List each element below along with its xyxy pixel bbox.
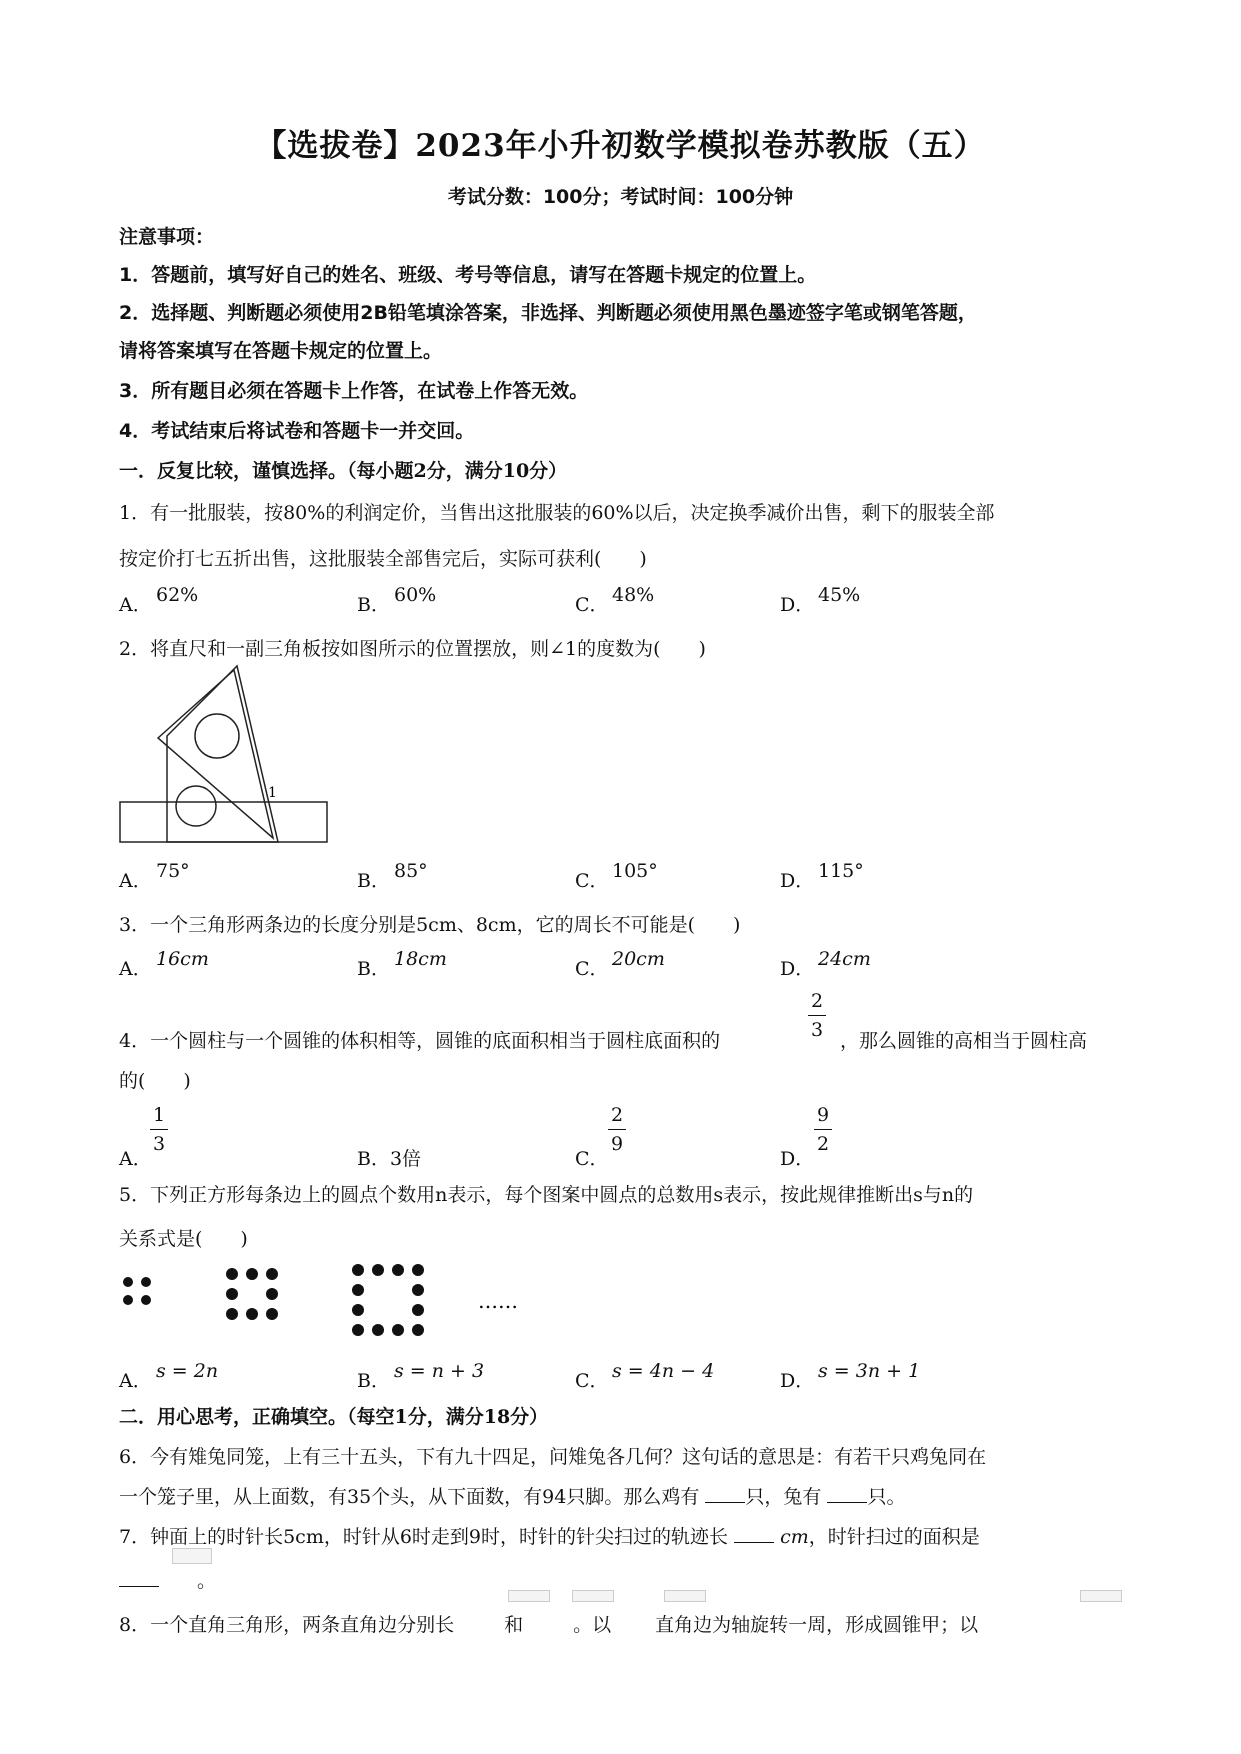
option-value: 85° [394, 860, 428, 882]
fraction: 2 9 [608, 1104, 626, 1155]
option-label: B． [357, 958, 390, 980]
option-value: 105° [612, 860, 658, 882]
option-label: B． [357, 1370, 390, 1392]
option-label: A． [119, 870, 152, 892]
option-value: 75° [156, 860, 190, 882]
option-label: A． [119, 594, 152, 616]
question-7-line: 7．钟面上的时针长5cm，时针从6时走到9时，时针的针尖扫过的轨迹长 cm，时针扫过的面积是 [119, 1526, 980, 1548]
option-value: 115° [818, 860, 864, 882]
fraction: 1 3 [150, 1104, 168, 1155]
formula-image-placeholder [572, 1590, 614, 1602]
question-1-line: 1．有一批服装，按80%的利润定价，当售出这批服装的60%以后，决定换季减价出售，剩下的服装全部 [119, 502, 995, 524]
formula-image-placeholder [172, 1548, 212, 1564]
question-5-line: 关系式是( ) [119, 1228, 248, 1250]
question-6-line: 一个笼子里，从上面数，有35个头，从下面数，有94只脚。那么鸡有 只，兔有 只。 [119, 1486, 906, 1508]
answer-blank[interactable] [705, 1484, 745, 1503]
option-label: D． [780, 1148, 815, 1170]
option-value: 18cm [394, 948, 447, 970]
question-4-line: 4．一个圆柱与一个圆锥的体积相等，圆锥的底面积相当于圆柱底面积的 [119, 1030, 721, 1052]
option-value: 62% [156, 584, 199, 606]
exam-info: 考试分数：100分；考试时间：100分钟 [447, 186, 794, 208]
option-value: s = 2n [156, 1360, 219, 1382]
option-label: C． [575, 870, 609, 892]
question-8-line: 8．一个直角三角形，两条直角边分别长 和 。以 直角边为轴旋转一周，形成圆锥甲；以 [119, 1614, 979, 1636]
note-item: 4．考试结束后将试卷和答题卡一并交回。 [119, 420, 475, 442]
question-4-line: 的( ) [119, 1070, 191, 1092]
dot-square-n4 [352, 1264, 424, 1336]
option-label: D． [780, 870, 815, 892]
dot-pattern-figure [118, 1262, 558, 1337]
section-heading: 一．反复比较，谨慎选择。（每小题2分，满分10分） [119, 460, 568, 482]
fraction: 9 2 [814, 1104, 832, 1155]
option-label: A． [119, 1148, 152, 1170]
formula-image-placeholder [508, 1590, 550, 1602]
question-4-line: ，那么圆锥的高相当于圆柱高 [840, 1030, 1088, 1052]
question-5-line: 5．下列正方形每条边上的圆点个数用n表示，每个图案中圆点的总数用s表示，按此规律推断出s与n的 [119, 1184, 974, 1206]
option-label: C． [575, 958, 609, 980]
answer-blank[interactable] [734, 1524, 774, 1543]
note-item: 1．答题前，填写好自己的姓名、班级、考号等信息，请写在答题卡规定的位置上。 [119, 264, 817, 286]
notes-heading: 注意事项： [119, 226, 215, 248]
triangle-hole [176, 786, 216, 826]
dots-continuation: …… [478, 1289, 518, 1313]
dot-square-n2 [123, 1277, 151, 1305]
option-value: 20cm [612, 948, 665, 970]
question-6-line: 6．今有雉兔同笼，上有三十五头，下有九十四足，问雉兔各几何？这句话的意思是：有若干只鸡兔同在 [119, 1446, 987, 1468]
section-heading: 二．用心思考，正确填空。（每空1分，满分18分） [119, 1406, 549, 1428]
option-label: B． [357, 870, 390, 892]
dot-square-n3 [226, 1268, 278, 1320]
fraction: 2 3 [808, 990, 826, 1041]
answer-blank[interactable] [827, 1484, 867, 1503]
answer-blank[interactable] [119, 1568, 159, 1587]
ruler-shape [120, 802, 327, 842]
triangle-ruler-a [167, 666, 278, 842]
option-label: B． [357, 594, 390, 616]
option-label: C． [575, 594, 609, 616]
angle-label: 1 [268, 785, 277, 801]
page-title: 【选拔卷】2023年小升初数学模拟卷苏教版（五） [255, 128, 986, 164]
option-label: D． [780, 958, 815, 980]
option-label: C． [575, 1148, 609, 1170]
note-item: 2．选择题、判断题必须使用2B铅笔填涂答案，非选择、判断题必须使用黑色墨迹签字笔或钢笔答题， [119, 302, 977, 324]
option-text: B．3倍 [357, 1148, 422, 1170]
option-value: 16cm [156, 948, 209, 970]
note-item: 请将答案填写在答题卡规定的位置上。 [119, 340, 443, 362]
formula-image-placeholder [1080, 1590, 1122, 1602]
ruler-triangle-figure [118, 660, 333, 850]
option-value: s = n + 3 [394, 1360, 485, 1382]
option-value: 45% [818, 584, 861, 606]
option-label: A． [119, 1370, 152, 1392]
option-value: s = 4n − 4 [612, 1360, 715, 1382]
formula-image-placeholder [664, 1590, 706, 1602]
option-value: s = 3n + 1 [818, 1360, 921, 1382]
option-value: 24cm [818, 948, 871, 970]
note-item: 3．所有题目必须在答题卡上作答，在试卷上作答无效。 [119, 380, 589, 402]
question-3-line: 3．一个三角形两条边的长度分别是5cm、8cm，它的周长不可能是( ) [119, 914, 741, 936]
option-label: D． [780, 594, 815, 616]
question-1-line: 按定价打七五折出售，这批服装全部售完后，实际可获利( ) [119, 548, 647, 570]
option-value: 60% [394, 584, 437, 606]
triangle-hole [195, 714, 239, 758]
option-label: A． [119, 958, 152, 980]
question-2-line: 2．将直尺和一副三角板按如图所示的位置摆放，则∠1的度数为( ) [119, 638, 706, 660]
option-value: 48% [612, 584, 655, 606]
option-label: D． [780, 1370, 815, 1392]
question-7-line: 。 [119, 1566, 216, 1593]
option-label: C． [575, 1370, 609, 1392]
